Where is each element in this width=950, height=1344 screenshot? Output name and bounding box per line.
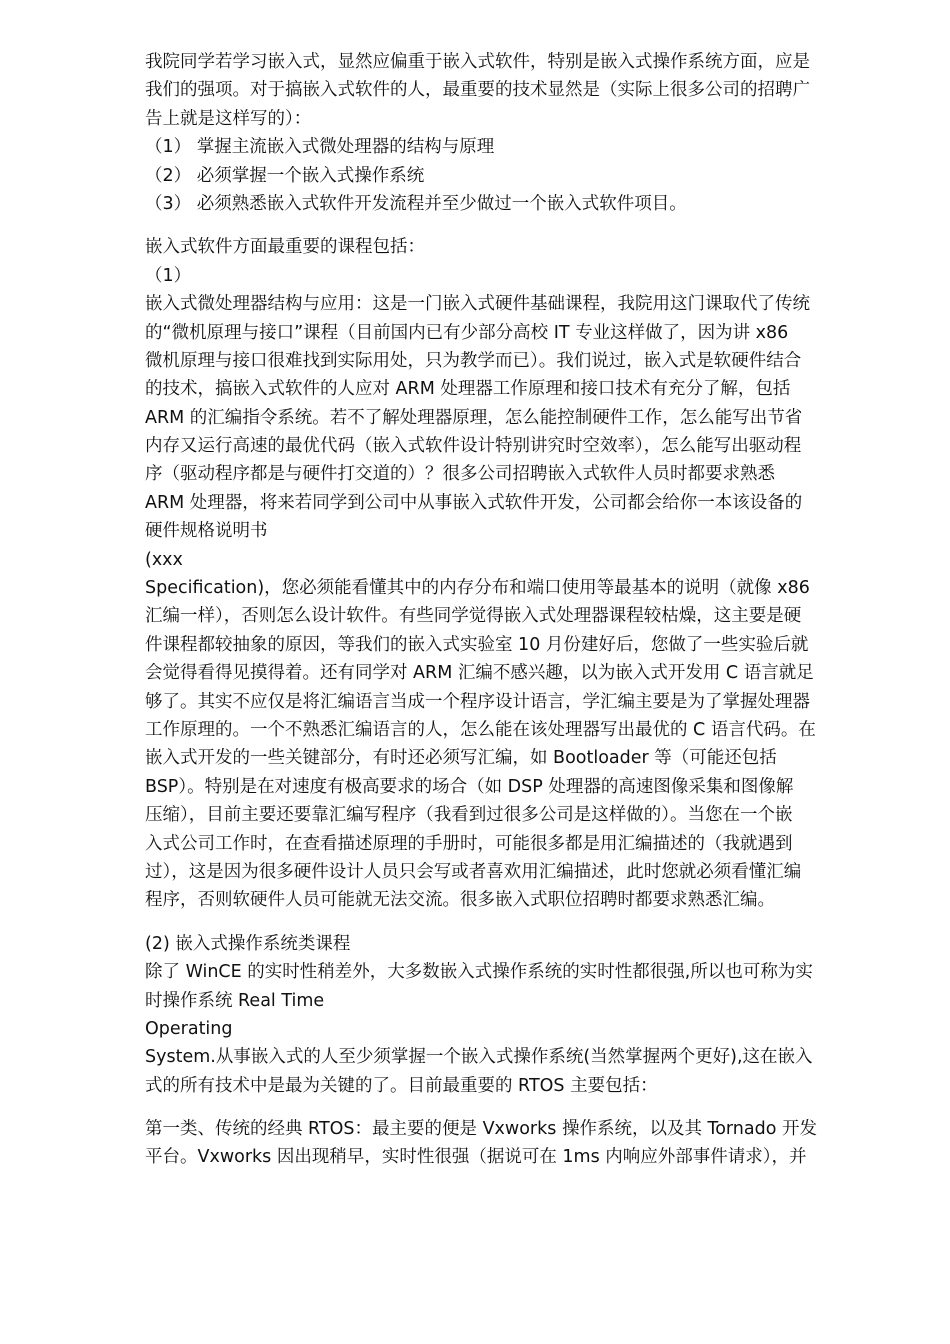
text-line: System.从事嵌入式的人至少须掌握一个嵌入式操作系统(当然掌握两个更好),这在嵌入 — [145, 1047, 813, 1068]
text-line: 程序，否则软硬件人员可能就无法交流。很多嵌入式职位招聘时都要求熟悉汇编。 — [145, 890, 775, 911]
list-number: （1） — [145, 265, 192, 286]
text-line: 我院同学若学习嵌入式，显然应偏重于嵌入式软件，特别是嵌入式操作系统方面，应是 — [145, 52, 810, 72]
text-line: 硬件规格说明书 — [145, 521, 268, 542]
section-heading: (2) 嵌入式操作系统类课程 — [145, 933, 351, 954]
microprocessor-course-section — [145, 233, 875, 914]
text-line: 我们的强项。对于搞嵌入式软件的人，最重要的技术显然是（实际上很多公司的招聘广 — [145, 80, 810, 101]
list-item: （3） 必须熟悉嵌入式软件开发流程并至少做过一个嵌入式软件项目。 — [145, 193, 687, 214]
list-item: （1） 掌握主流嵌入式微处理器的结构与原理 — [145, 137, 495, 158]
text-line: 内存又运行高速的最优代码（嵌入式软件设计特别讲究时空效率），怎么能写出驱动程 — [145, 436, 802, 457]
os-course-section — [145, 930, 875, 1100]
text-line: (xxx — [145, 549, 183, 570]
text-line: 嵌入式开发的一些关键部分，有时还必须写汇编，如 Bootloader 等（可能还包括 — [145, 748, 777, 769]
text-line: 微机原理与接口很难找到实际用处，只为教学而已）。我们说过，嵌入式是软硬件结合 — [145, 350, 802, 371]
text-line: 入式公司工作时，在查看描述原理的手册时，可能很多都是用汇编描述的（我就遇到 — [145, 833, 793, 854]
text-line: 的“微机原理与接口”课程（目前国内已有少部分高校 IT 专业这样做了，因为讲 x86 — [145, 322, 789, 343]
paragraph-gap — [145, 915, 875, 930]
text-line: 会觉得看得见摸得着。还有同学对 ARM 汇编不感兴趣，以为嵌入式开发用 C 语言就足 — [145, 663, 814, 684]
text-line: 平台。Vxworks 因出现稍早，实时性很强（据说可在 1ms 内响应外部事件请求），并 — [145, 1147, 807, 1168]
section-heading: 嵌入式软件方面最重要的课程包括： — [145, 237, 425, 258]
text-line: Specification)，您必须能看懂其中的内存分布和端口使用等最基本的说明（就像 x86 — [145, 578, 810, 599]
rtos-category-section — [145, 1115, 875, 1172]
text-line: 过），这是因为很多硬件设计人员只会写或者喜欢用汇编描述，此时您就必须看懂汇编 — [145, 861, 802, 882]
text-line: 件课程都较抽象的原因，等我们的嵌入式实验室 10 月份建好后，您做了一些实验后就 — [145, 634, 809, 655]
text-line: Operating — [145, 1018, 233, 1039]
text-line: 除了 WinCE 的实时性稍差外，大多数嵌入式操作系统的实时性都很强,所以也可称为实 — [145, 962, 813, 983]
document-page — [145, 48, 875, 1172]
text-line: 的技术，搞嵌入式软件的人应对 ARM 处理器工作原理和接口技术有充分了解，包括 — [145, 379, 791, 400]
text-line: 汇编一样），否则怎么设计软件。有些同学觉得嵌入式处理器课程较枯燥，这主要是硬 — [145, 606, 802, 627]
text-line: 序（驱动程序都是与硬件打交道的）？很多公司招聘嵌入式软件人员时都要求熟悉 — [145, 464, 775, 485]
requirements-list — [145, 133, 875, 218]
text-line: 嵌入式微处理器结构与应用：这是一门嵌入式硬件基础课程，我院用这门课取代了传统 — [145, 294, 810, 315]
text-line: 告上就是这样写的）： — [145, 108, 312, 129]
text-line: 时操作系统 Real Time — [145, 990, 325, 1011]
paragraph-gap — [145, 1100, 875, 1115]
text-line: 够了。其实不应仅是将汇编语言当成一个程序设计语言，学汇编主要是为了掌握处理器 — [145, 691, 810, 712]
text-line: ARM 的汇编指令系统。若不了解处理器原理，怎么能控制硬件工作，怎么能写出节省 — [145, 407, 803, 428]
text-line: 式的所有技术中是最为关键的了。目前最重要的 RTOS 主要包括： — [145, 1075, 658, 1096]
text-line: ARM 处理器，将来若同学到公司中从事嵌入式软件开发，公司都会给你一本该设备的 — [145, 492, 803, 513]
intro-paragraph — [145, 48, 875, 133]
text-line: 第一类、传统的经典 RTOS：最主要的便是 Vxworks 操作系统，以及其 Tornado 开发 — [145, 1119, 818, 1140]
text-line: BSP）。特别是在对速度有极高要求的场合（如 DSP 处理器的高速图像采集和图像解 — [145, 776, 794, 797]
paragraph-gap — [145, 218, 875, 233]
text-line: 工作原理的。一个不熟悉汇编语言的人，怎么能在该处理器写出最优的 C 语言代码。在 — [145, 719, 816, 740]
text-line: 压缩），目前主要还要靠汇编写程序（我看到过很多公司是这样做的）。当您在一个嵌 — [145, 805, 793, 826]
list-item: （2） 必须掌握一个嵌入式操作系统 — [145, 165, 425, 186]
